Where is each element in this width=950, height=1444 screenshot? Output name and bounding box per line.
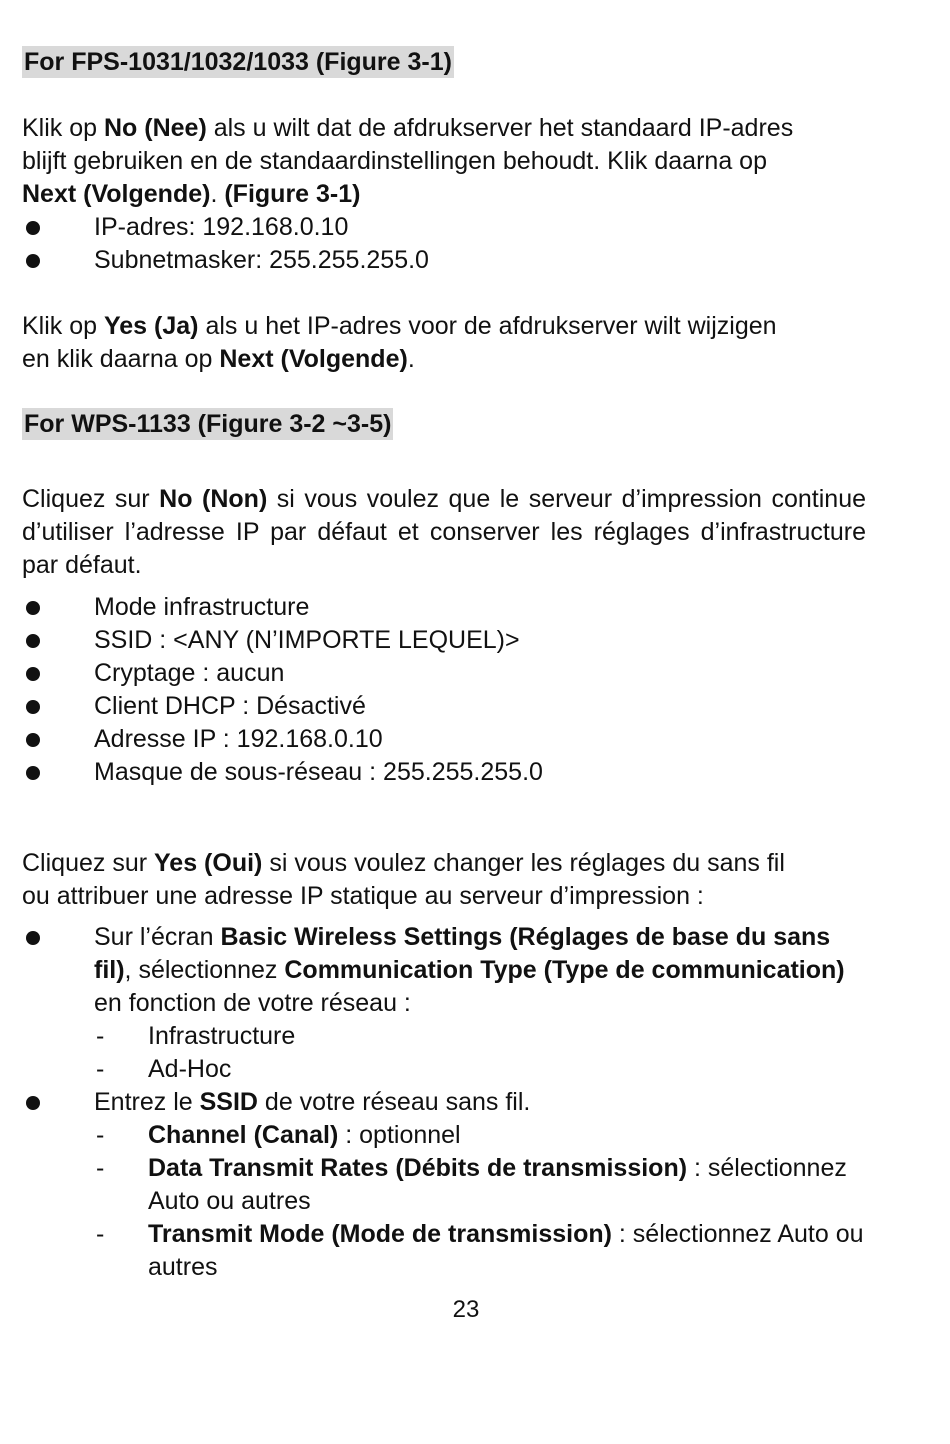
list-item-step-communication-type	[22, 921, 866, 1086]
text: als u wilt dat de afdrukserver het standaard IP-adres	[206, 114, 794, 142]
bold-text: Yes (Oui)	[154, 849, 263, 877]
bold-text: Communication Type (Type de communication)	[284, 956, 845, 984]
list-item-step-ssid	[22, 1086, 866, 1284]
dash-marker: -	[96, 1055, 105, 1083]
bold-text: (Figure 3-1)	[224, 180, 361, 208]
dash-marker: -	[96, 1220, 105, 1248]
bullet-icon	[26, 700, 40, 714]
list-item-text: Subnetmasker: 255.255.255.0	[94, 246, 429, 274]
bullet-icon	[26, 1096, 40, 1110]
section-heading-wps: For WPS-1133 (Figure 3-2 ~3-5)	[24, 410, 392, 438]
text: de votre réseau sans fil.	[257, 1088, 531, 1116]
list-item	[22, 211, 866, 244]
bold-text: No (Nee)	[103, 114, 207, 142]
list-item	[22, 756, 866, 789]
list-item-text: Adresse IP : 192.168.0.10	[94, 725, 383, 753]
paragraph-line	[22, 343, 866, 376]
list-item	[22, 690, 866, 723]
sub-list-item	[94, 1152, 866, 1218]
text: .	[210, 180, 225, 208]
dash-marker: -	[96, 1022, 105, 1050]
bold-text: Basic Wireless Settings (Réglages de base du sans fil)	[94, 923, 831, 984]
sub-list-item	[94, 1119, 866, 1152]
text: Entrez le	[94, 1088, 200, 1116]
text: : sélectionnez Auto ou autres	[148, 1220, 864, 1281]
section-heading-fps: For FPS-1031/1032/1033 (Figure 3-1)	[24, 48, 452, 76]
sub-list-wireless-options	[94, 1119, 866, 1284]
list-item-text: Cryptage : aucun	[94, 659, 285, 687]
text: si vous voulez changer les réglages du sans fil	[262, 849, 785, 877]
bold-text: Data Transmit Rates (Débits de transmission)	[148, 1154, 688, 1182]
list-item	[22, 624, 866, 657]
paragraph-line	[22, 112, 866, 145]
page-number: 23	[452, 1296, 480, 1323]
text: Klik op	[22, 114, 104, 142]
bullet-icon	[26, 733, 40, 747]
paragraph-no-nee	[22, 112, 866, 211]
sub-list-communication-types	[94, 1020, 866, 1086]
list-item	[22, 591, 866, 624]
sub-list-item	[94, 1053, 866, 1086]
bullet-icon	[26, 766, 40, 780]
dash-marker: -	[96, 1121, 105, 1149]
bold-text: Next (Volgende)	[219, 345, 408, 373]
list-item-text: SSID : <ANY (N’IMPORTE LEQUEL)>	[94, 626, 520, 654]
sub-list-item-text: Ad-Hoc	[148, 1055, 232, 1083]
text: Cliquez sur	[22, 849, 154, 877]
text: Sur l’écran	[94, 923, 221, 951]
paragraph-yes-ja	[22, 310, 866, 376]
list-item-text: Masque de sous-réseau : 255.255.255.0	[94, 758, 543, 786]
list-item	[22, 244, 866, 277]
paragraph-no-non	[22, 483, 866, 582]
bold-text: SSID	[199, 1088, 258, 1116]
list-item-text: IP-adres: 192.168.0.10	[94, 213, 349, 241]
bullet-icon	[26, 667, 40, 681]
bullet-icon	[26, 931, 40, 945]
sub-list-item	[94, 1020, 866, 1053]
dash-marker: -	[96, 1154, 105, 1182]
paragraph-line: ou attribuer une adresse IP statique au serveur d’impression :	[22, 882, 704, 910]
text: : optionnel	[338, 1121, 461, 1149]
bold-text: Yes (Ja)	[103, 312, 199, 340]
bold-text: No (Non)	[159, 485, 268, 513]
text: Klik op	[22, 312, 104, 340]
paragraph-line	[22, 310, 866, 343]
text: : sélectionnez Auto ou autres	[148, 1154, 847, 1215]
text: en fonction de votre réseau :	[94, 989, 411, 1017]
sub-list-item-text: Infrastructure	[148, 1022, 296, 1050]
bullet-icon	[26, 634, 40, 648]
paragraph-line	[22, 847, 866, 880]
text: , sélectionnez	[124, 956, 285, 984]
paragraph-yes-oui	[22, 847, 866, 913]
bullet-list-ip-settings	[22, 211, 866, 277]
sub-list-item	[94, 1218, 866, 1284]
text: si vous voulez que le serveur d’impression continue d’utiliser l’adresse IP par défaut et conserver les réglages d’infrastructure par défaut.	[22, 485, 867, 579]
bullet-icon	[26, 221, 40, 235]
text: Cliquez sur	[22, 485, 160, 513]
paragraph-line: blijft gebruiken en de standaardinstellingen behoudt. Klik daarna op	[22, 147, 767, 175]
text: .	[407, 345, 415, 373]
text: en klik daarna op	[22, 345, 220, 373]
bold-text: Transmit Mode (Mode de transmission)	[148, 1220, 612, 1248]
bullet-list-default-settings	[22, 591, 866, 789]
bullet-list-wireless-steps	[22, 921, 866, 1284]
bullet-icon	[26, 254, 40, 268]
list-item	[22, 723, 866, 756]
bold-text: Next (Volgende)	[22, 180, 211, 208]
paragraph-line	[22, 178, 866, 211]
bullet-icon	[26, 601, 40, 615]
list-item-text: Mode infrastructure	[94, 593, 310, 621]
bold-text: Channel (Canal)	[148, 1121, 339, 1149]
list-item	[22, 657, 866, 690]
list-item-text: Client DHCP : Désactivé	[94, 692, 366, 720]
text: als u het IP-adres voor de afdrukserver wilt wijzigen	[198, 312, 777, 340]
